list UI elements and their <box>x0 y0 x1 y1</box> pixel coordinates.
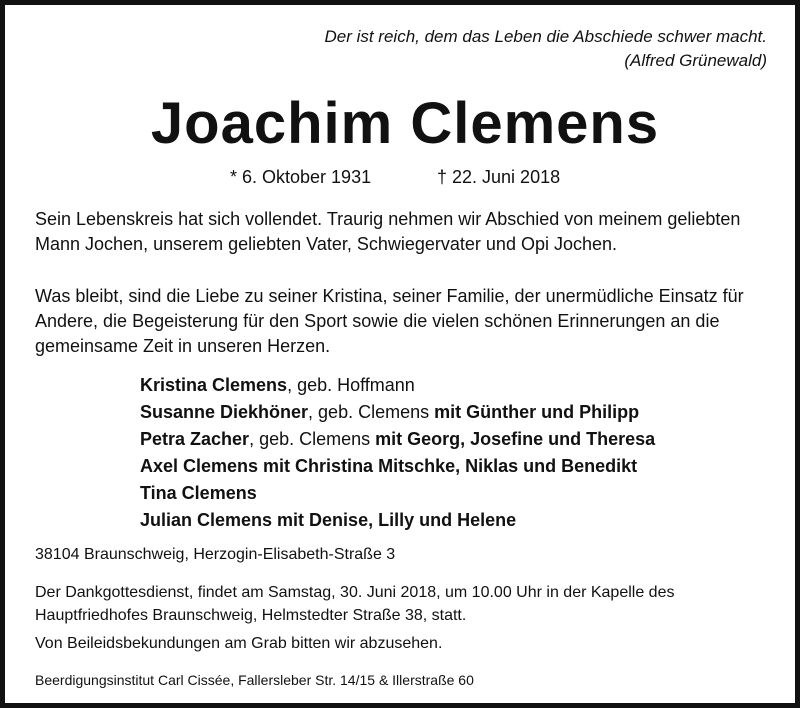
deceased-name: Joachim Clemens <box>150 91 660 156</box>
mourner-maiden: , geb. Clemens <box>308 402 435 422</box>
paragraph-memories: Was bleibt, sind die Liebe zu seiner Kristina, seiner Familie, der unermüdliche Einsatz für Andere, die Begeisterung für den Sport sowie die vielen schönen Erinnerungen an die gemeinsame Zeit in unseren Herzen. <box>35 286 744 356</box>
funeral-home: Beerdigungsinstitut Carl Cissée, Fallersleber Str. 14/15 & Illerstraße 60 <box>35 672 474 688</box>
epigraph-author: (Alfred Grünewald) <box>624 51 767 70</box>
mourner-name: Axel Clemens mit Christina Mitschke, Niklas und Benedikt <box>140 456 638 476</box>
mourner-line <box>140 399 655 426</box>
mourner-family: mit Georg, Josefine und Theresa <box>375 429 656 449</box>
mourner-name: Petra Zacher <box>140 429 250 449</box>
mourner-name: Susanne Diekhöner <box>140 402 309 422</box>
paragraph-farewell: Sein Lebenskreis hat sich vollendet. Traurig nehmen wir Abschied von meinem geliebten Mann Jochen, unserem geliebten Vater, Schwiegervater und Opi Jochen. <box>35 209 741 254</box>
mourner-line <box>140 507 655 534</box>
condolence-note: Von Beileidsbekundungen am Grab bitten wir abzusehen. <box>35 635 443 652</box>
mourner-maiden: , geb. Clemens <box>249 429 376 449</box>
birth-date: * 6. Oktober 1931 <box>230 167 372 187</box>
death-date: † 22. Juni 2018 <box>437 167 561 187</box>
mourner-name: Julian Clemens mit Denise, Lilly und Helene <box>140 510 517 530</box>
family-address: 38104 Braunschweig, Herzogin-Elisabeth-Straße 3 <box>35 546 396 563</box>
service-details: Der Dankgottesdienst, findet am Samstag, 30. Juni 2018, um 10.00 Uhr in der Kapelle des Hauptfriedhofes Braunschweig, Helmstedter Straße 38, statt. <box>35 584 675 624</box>
mourner-name: Kristina Clemens <box>140 375 288 395</box>
mourner-maiden: , geb. Hoffmann <box>287 375 415 395</box>
epigraph <box>324 25 767 73</box>
mourner-line <box>140 426 655 453</box>
mourner-family: mit Günther und Philipp <box>434 402 640 422</box>
mourner-line <box>140 453 655 480</box>
mourner-name: Tina Clemens <box>140 483 257 503</box>
mourner-line <box>140 372 655 399</box>
epigraph-quote: Der ist reich, dem das Leben die Abschiede schwer macht. <box>324 27 767 46</box>
mourners-list <box>140 372 655 534</box>
mourner-line <box>140 480 655 507</box>
